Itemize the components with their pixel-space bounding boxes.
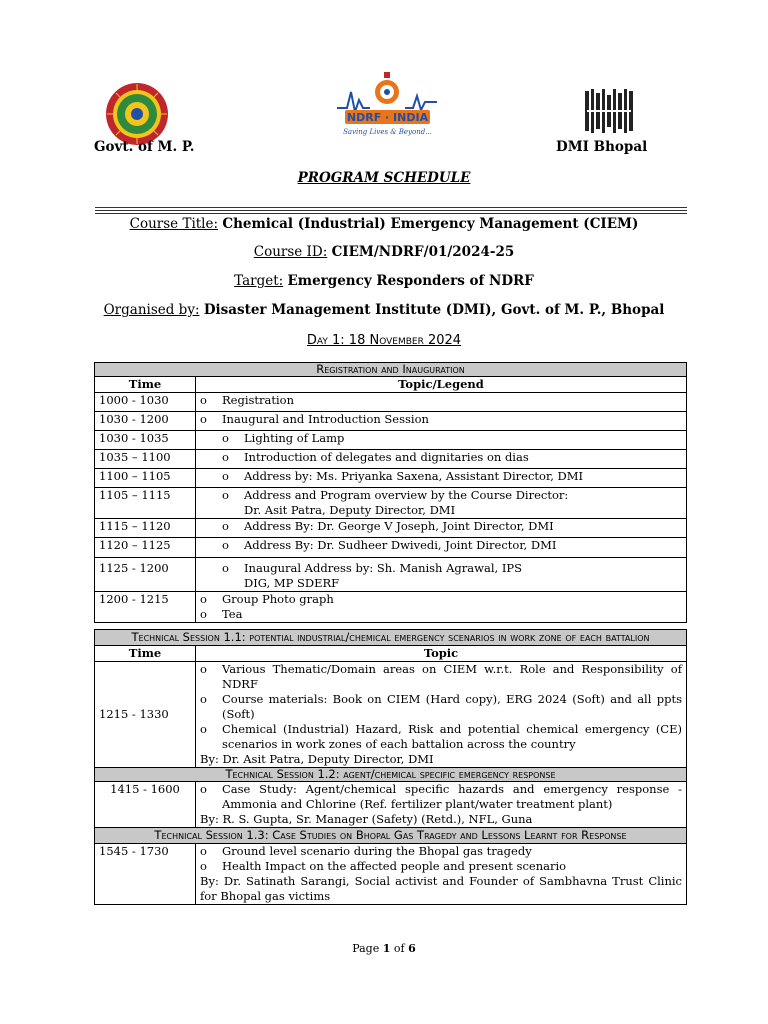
row-topic: Course materials: Book on CIEM (Hard copy), ERG 2024 (Soft) and all ppts (Soft) bbox=[222, 692, 682, 721]
session-speaker: By: Dr. Asit Patra, Deputy Director, DMI bbox=[200, 752, 434, 766]
of-word: of bbox=[393, 942, 405, 955]
section-heading: Technical Session 1.3: Case Studies on Bhopal Gas Tragedy and Lessons Learnt for Response bbox=[95, 828, 687, 844]
divider-line bbox=[95, 210, 687, 211]
table-row bbox=[95, 782, 687, 828]
row-topic: Various Thematic/Domain areas on CIEM w.r.t. Role and Responsibility of NDRF bbox=[222, 662, 682, 691]
divider-line bbox=[95, 213, 687, 214]
section-heading: Technical Session 1.2: agent/chemical specific emergency response bbox=[95, 768, 687, 782]
row-topic-line2: Tea bbox=[222, 607, 243, 621]
row-time: 1000 - 1030 bbox=[95, 393, 196, 412]
bullet: o bbox=[200, 393, 207, 407]
row-topic: Lighting of Lamp bbox=[244, 431, 345, 445]
table-row bbox=[95, 662, 687, 768]
row-topic: Chemical (Industrial) Hazard, Risk and potential chemical emergency (CE) scenarios in work zones of each battalion across the country bbox=[222, 722, 682, 751]
section-heading: Registration and Inauguration bbox=[95, 363, 687, 377]
row-topic: Registration bbox=[222, 393, 295, 407]
ndrf-india-logo bbox=[335, 70, 440, 140]
row-topic-line2: Dr. Asit Patra, Deputy Director, DMI bbox=[244, 503, 456, 517]
row-topic: Inaugural and Introduction Session bbox=[222, 412, 429, 426]
row-time: 1215 - 1330 bbox=[95, 662, 196, 768]
table-row bbox=[95, 431, 687, 450]
session-speaker: By: R. S. Gupta, Sr. Manager (Safety) (Retd.), NFL, Guna bbox=[200, 812, 533, 826]
ndrf-tagline: Saving Lives & Beyond... bbox=[343, 128, 432, 136]
row-topic: Address By: Dr. George V Joseph, Joint Director, DMI bbox=[244, 519, 554, 533]
mp-government-seal-logo bbox=[105, 82, 169, 146]
schedule-table-registration bbox=[94, 362, 687, 623]
row-topic: Health Impact on the affected people and present scenario bbox=[222, 859, 567, 873]
table-row bbox=[95, 844, 687, 905]
govt-of-mp-label: Govt. of M. P. bbox=[94, 139, 195, 155]
bullet: o bbox=[200, 662, 207, 676]
page-word: Page bbox=[352, 942, 380, 955]
section-heading: Technical Session 1.1: potential industrial/chemical emergency scenarios in work zone of each battalion bbox=[95, 630, 687, 646]
row-topic: Address by: Ms. Priyanka Saxena, Assistant Director, DMI bbox=[244, 469, 584, 483]
course-title bbox=[0, 216, 768, 232]
row-time: 1415 - 1600 bbox=[95, 782, 196, 828]
course-title-label: Course Title: bbox=[129, 216, 219, 232]
row-time: 1125 - 1200 bbox=[95, 558, 196, 592]
row-topic: Ground level scenario during the Bhopal gas tragedy bbox=[222, 844, 532, 858]
organised-by-value: Disaster Management Institute (DMI), Govt. of M. P., Bhopal bbox=[203, 302, 665, 318]
table-row bbox=[95, 592, 687, 623]
bullet: o bbox=[222, 450, 229, 464]
bullet: o bbox=[200, 859, 207, 873]
col-time-header: Time bbox=[95, 377, 196, 393]
bullet: o bbox=[200, 782, 207, 796]
table-row bbox=[95, 412, 687, 431]
page-number: 1 bbox=[382, 942, 391, 955]
day-heading: Day 1: 18 November 2024 bbox=[306, 333, 462, 348]
row-topic: Address and Program overview by the Course Director: bbox=[244, 488, 569, 502]
bullet: o bbox=[200, 412, 207, 426]
col-time-header: Time bbox=[95, 646, 196, 662]
organised-by bbox=[0, 302, 768, 318]
row-topic: Group Photo graph bbox=[222, 592, 334, 606]
col-topic-header: Topic/Legend bbox=[196, 377, 687, 393]
row-topic: Address By: Dr. Sudheer Dwivedi, Joint Director, DMI bbox=[244, 538, 557, 552]
row-topic: Case Study: Agent/chemical specific hazards and emergency response - Ammonia and Chlorine (Ref. fertilizer plant/water treatment plant) bbox=[222, 782, 682, 811]
bullet: o bbox=[200, 692, 207, 706]
course-id-label: Course ID: bbox=[253, 244, 328, 260]
bullet: o bbox=[222, 519, 229, 533]
page-total: 6 bbox=[408, 942, 416, 955]
row-time: 1115 – 1120 bbox=[95, 519, 196, 538]
row-topic: Inaugural Address by: Sh. Manish Agrawal, IPS bbox=[244, 561, 522, 575]
row-time: 1100 – 1105 bbox=[95, 469, 196, 488]
table-row bbox=[95, 488, 687, 519]
page-footer bbox=[0, 942, 768, 955]
target-value: Emergency Responders of NDRF bbox=[287, 273, 534, 289]
row-time: 1545 - 1730 bbox=[95, 844, 196, 905]
dmi-bhopal-label: DMI Bhopal bbox=[556, 139, 648, 155]
page-title: PROGRAM SCHEDULE bbox=[297, 170, 471, 186]
table-row bbox=[95, 538, 687, 558]
table-row bbox=[95, 469, 687, 488]
bullet: o bbox=[200, 592, 207, 606]
bullet: o bbox=[222, 538, 229, 552]
course-title-value: Chemical (Industrial) Emergency Management (CIEM) bbox=[222, 216, 639, 232]
bullet: o bbox=[200, 722, 207, 736]
row-topic: Introduction of delegates and dignitaries on dias bbox=[244, 450, 529, 464]
bullet: o bbox=[222, 469, 229, 483]
row-time: 1120 – 1125 bbox=[95, 538, 196, 558]
bullet: o bbox=[222, 488, 229, 502]
row-time: 1200 - 1215 bbox=[95, 592, 196, 623]
table-row bbox=[95, 393, 687, 412]
row-time: 1030 - 1200 bbox=[95, 412, 196, 431]
row-time: 1105 – 1115 bbox=[95, 488, 196, 519]
bullet: o bbox=[222, 561, 229, 575]
organised-by-label: Organised by: bbox=[103, 302, 200, 318]
course-target bbox=[0, 273, 768, 289]
target-label: Target: bbox=[234, 273, 284, 289]
table-row bbox=[95, 450, 687, 469]
divider-line bbox=[95, 207, 687, 208]
bullet: o bbox=[200, 607, 207, 621]
course-id bbox=[0, 244, 768, 260]
course-id-value: CIEM/NDRF/01/2024-25 bbox=[331, 244, 515, 260]
row-time: 1035 – 1100 bbox=[95, 450, 196, 469]
schedule-table-technical-sessions bbox=[94, 629, 687, 905]
bullet: o bbox=[200, 844, 207, 858]
row-topic-line2: DIG, MP SDERF bbox=[244, 576, 340, 590]
table-row bbox=[95, 558, 687, 592]
session-speaker: By: Dr. Satinath Sarangi, Social activist and Founder of Sambhavna Trust Clinic for Bhopal gas victims bbox=[200, 874, 682, 903]
table-row bbox=[95, 519, 687, 538]
col-topic-header: Topic bbox=[196, 646, 687, 662]
ndrf-logo-text: NDRF · INDIA bbox=[346, 111, 429, 124]
dmi-logo bbox=[583, 87, 635, 135]
row-time: 1030 - 1035 bbox=[95, 431, 196, 450]
bullet: o bbox=[222, 431, 229, 445]
